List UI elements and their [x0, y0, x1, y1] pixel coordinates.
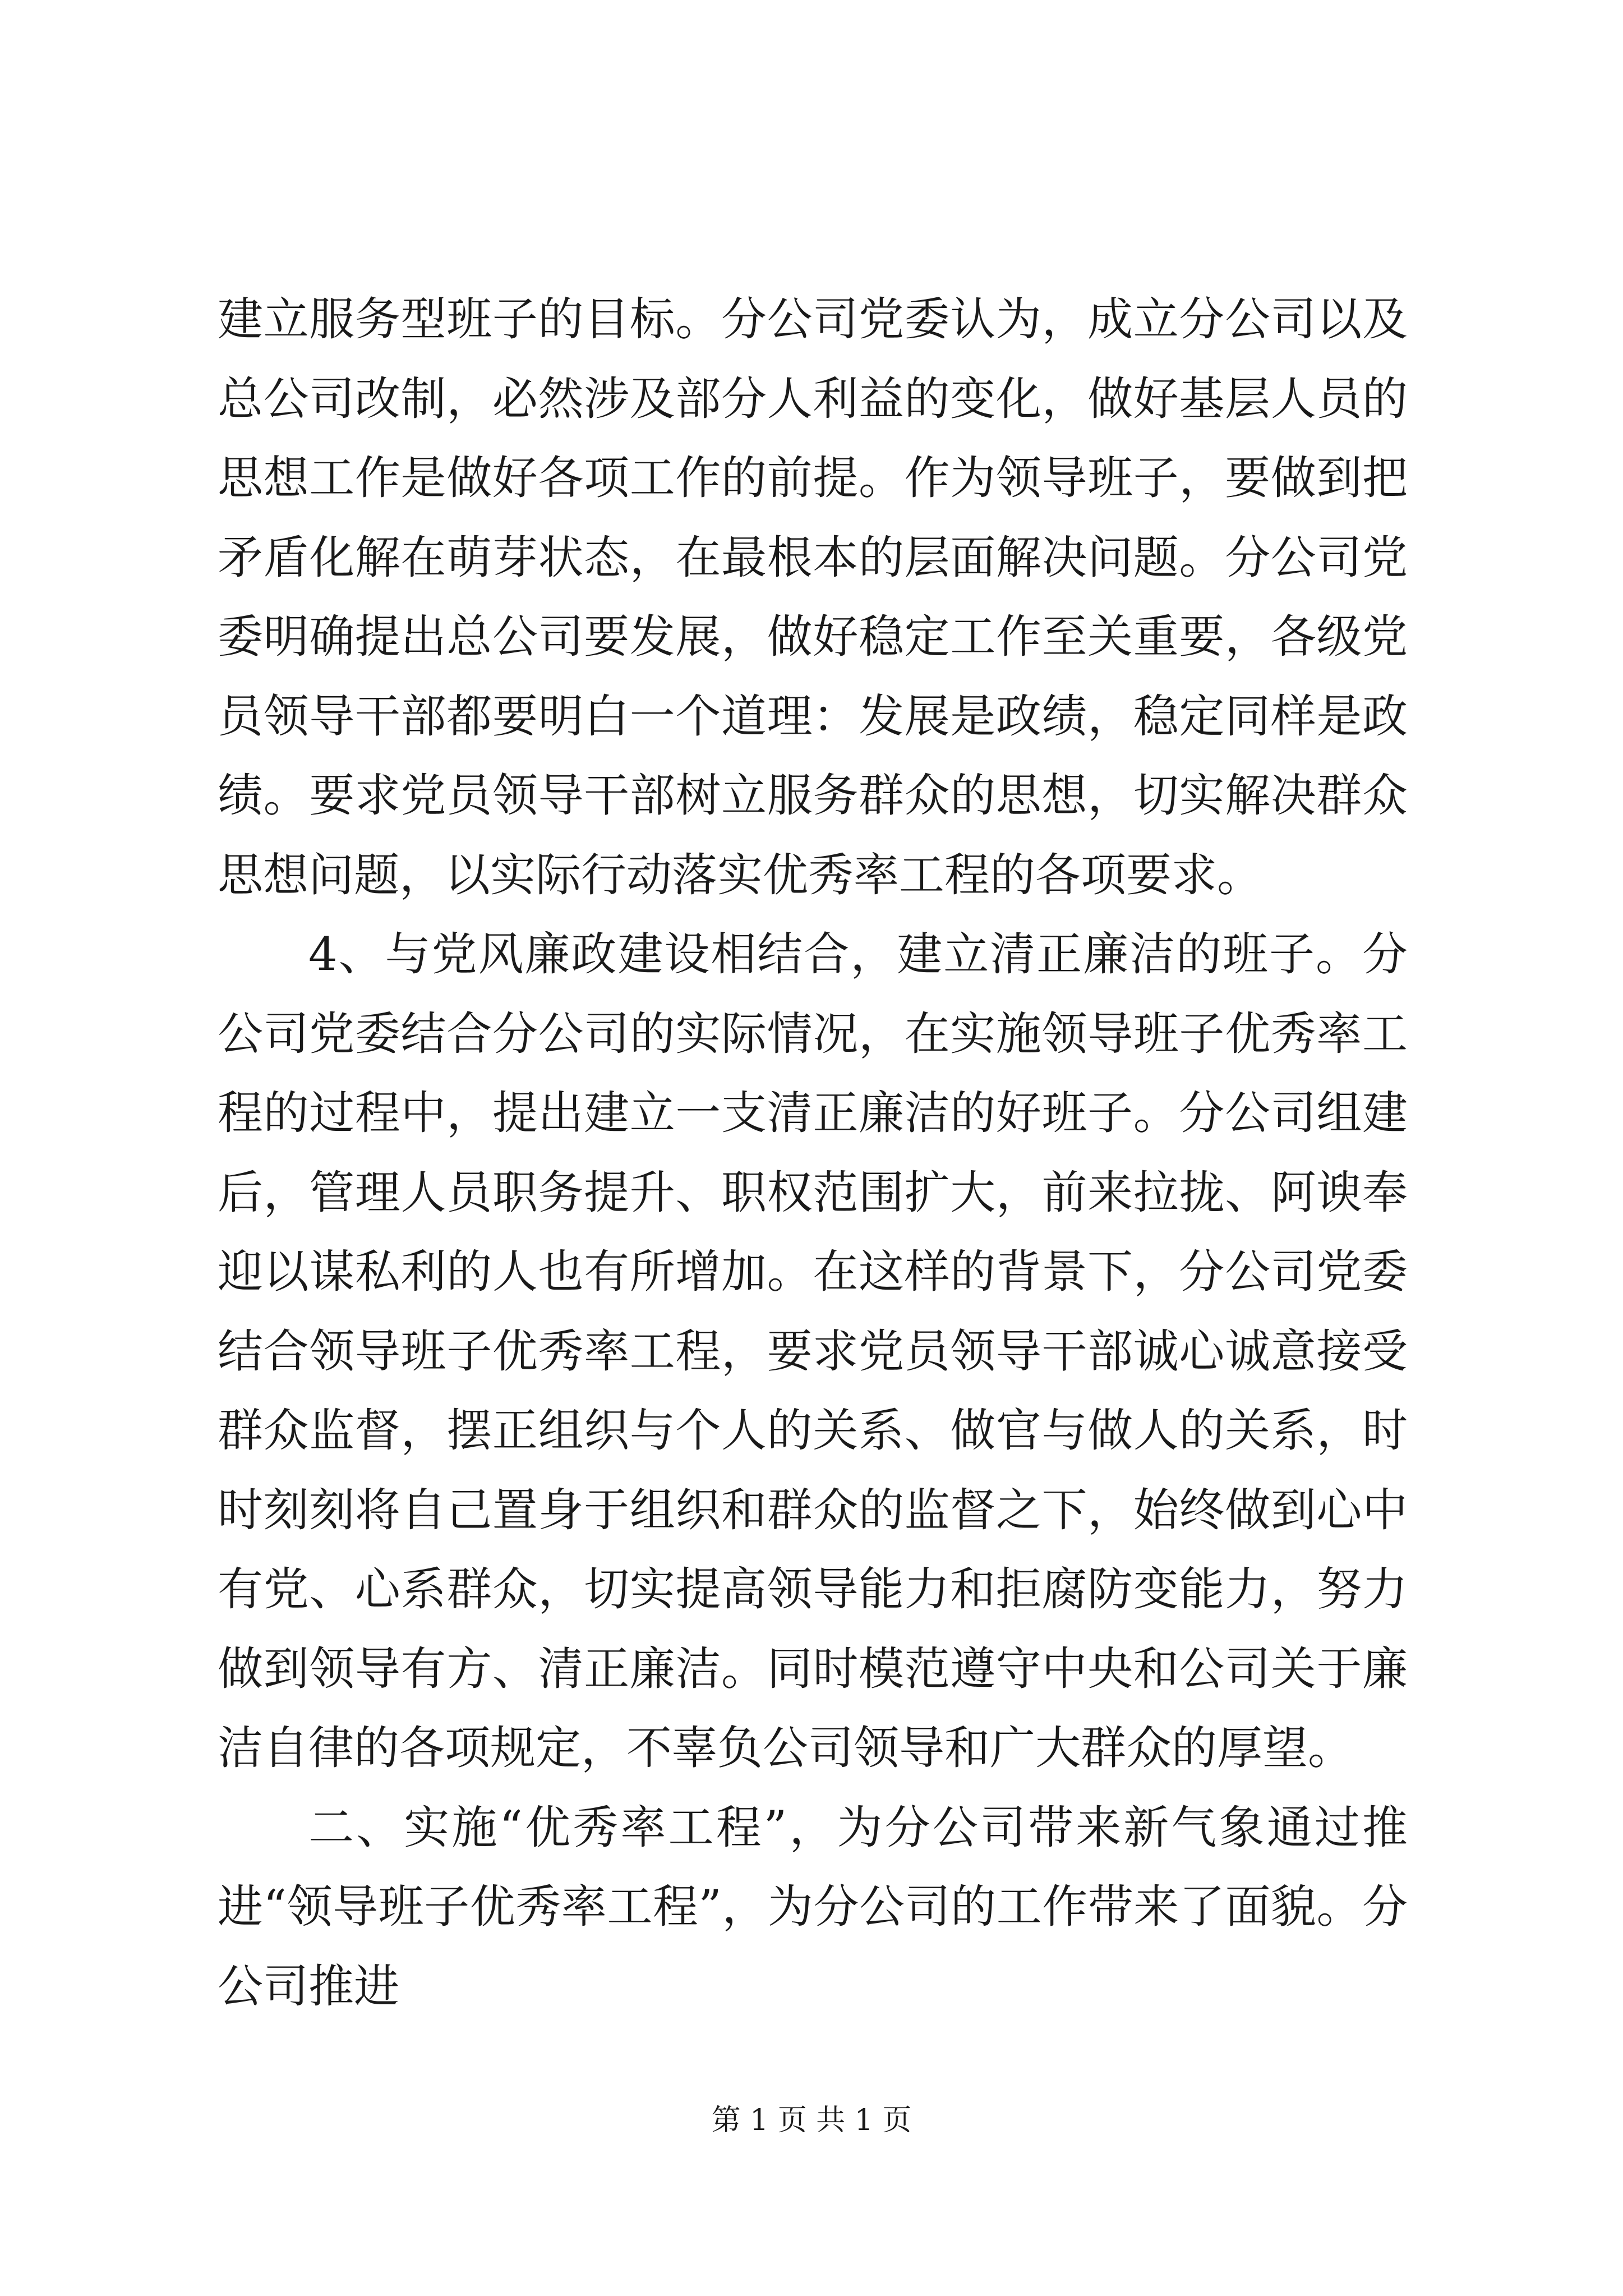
- document-body: [218, 280, 1408, 2027]
- paragraph-2: 4、与党风廉政建设相结合，建立清正廉洁的班子。分公司党委结合分公司的实际情况，在实施领导班子优秀率工程的过程中，提出建立一支清正廉洁的好班子。分公司组建后，管理人员职务提升、职权范围扩大，前来拉拢、阿谀奉迎以谋私利的人也有所增加。在这样的背景下，分公司党委结合领导班子优秀率工程，要求党员领导干部诚心诚意接受群众监督，摆正组织与个人的关系、做官与做人的关系，时时刻刻将自己置身于组织和群众的监督之下，始终做到心中有党、心系群众，切实提高领导能力和拒腐防变能力，努力做到领导有方、清正廉洁。同时模范遵守中央和公司关于廉洁自律的各项规定，不辜负公司领导和广大群众的厚望。: [218, 928, 1408, 1775]
- paragraph-1: 建立服务型班子的目标。分公司党委认为，成立分公司以及总公司改制，必然涉及部分人利益的变化，做好基层人员的思想工作是做好各项工作的前提。作为领导班子，要做到把矛盾化解在萌芽状态，在最根本的层面解决问题。分公司党委明确提出总公司要发展，做好稳定工作至关重要，各级党员领导干部都要明白一个道理：发展是政绩，稳定同样是政绩。要求党员领导干部树立服务群众的思想，切实解决群众思想问题，以实际行动落实优秀率工程的各项要求。: [218, 293, 1408, 902]
- paragraph-3: 二、实施“优秀率工程”，为分公司带来新气象通过推进“领导班子优秀率工程”，为分公司的工作带来了面貌。分公司推进: [218, 1801, 1408, 2013]
- page-footer: 第 1 页 共 1 页: [711, 2104, 912, 2137]
